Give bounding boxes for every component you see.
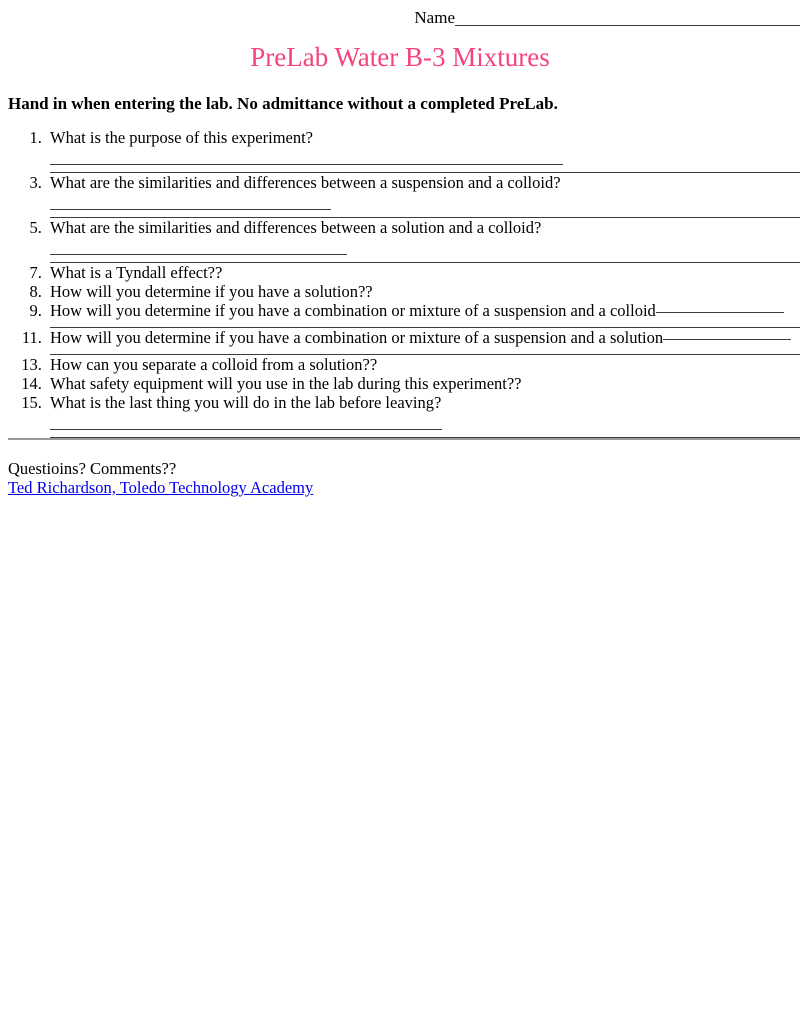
question-text: 7. What is a Tyndall effect?? (50, 263, 223, 282)
question-text: 14. What safety equipment will you use in the lab during this experiment?? (50, 374, 522, 393)
question-item (46, 328, 800, 347)
answer-blank-line[interactable] (50, 254, 347, 255)
instruction-text: Hand in when entering the lab. No admittance without a completed PreLab. (8, 94, 558, 113)
name-blank-line[interactable] (455, 25, 800, 26)
question-text: 11. How will you determine if you have a combination or mixture of a suspension and a solution (50, 328, 800, 347)
answer-blank-line[interactable] (50, 164, 563, 165)
question-item (46, 393, 800, 430)
question-text: 8. How will you determine if you have a solution?? (50, 282, 373, 301)
page-title: PreLab Water B-3 Mixtures (250, 42, 550, 72)
name-field-row (0, 0, 800, 28)
question-text: 15. What is the last thing you will do in the lab before leaving? (50, 393, 442, 412)
question-item (46, 173, 800, 210)
question-text: 1. What is the purpose of this experiment? (50, 128, 314, 147)
question-item (46, 301, 800, 320)
author-link[interactable]: Ted Richardson, Toledo Technology Academy (8, 478, 314, 497)
question-item (46, 263, 800, 282)
inline-answer-blank[interactable] (656, 312, 784, 313)
contact-prompt: Questioins? Comments?? (8, 459, 177, 478)
answer-blank-line[interactable] (50, 209, 331, 210)
question-item (46, 374, 800, 393)
question-item (46, 218, 800, 255)
name-label: Name (414, 8, 455, 27)
inline-answer-blank[interactable] (663, 339, 791, 340)
question-text: 9. How will you determine if you have a combination or mixture of a suspension and a colloid (50, 301, 800, 320)
question-item (46, 282, 800, 301)
question-item (46, 355, 800, 374)
footer-divider (8, 438, 800, 440)
question-text: 13. How can you separate a colloid from a solution?? (50, 355, 378, 374)
question-item (46, 128, 800, 165)
question-text: 5. What are the similarities and differences between a solution and a colloid? (50, 218, 542, 237)
question-list (0, 128, 800, 438)
question-text: 3. What are the similarities and differences between a suspension and a colloid? (50, 173, 561, 192)
answer-blank-line[interactable] (50, 429, 442, 430)
